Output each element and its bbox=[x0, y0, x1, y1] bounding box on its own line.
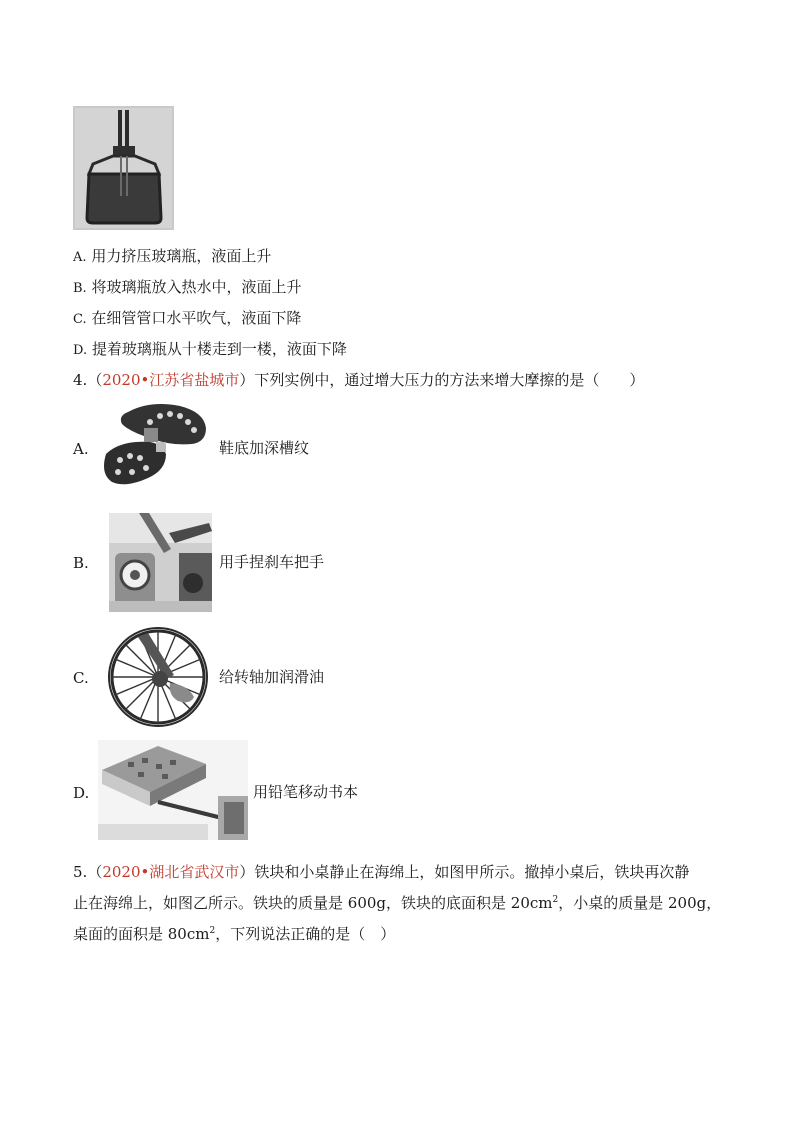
q4-stem: 4.（2020•江苏省盐城市）下列实例中，通过增大压力的方法来增大摩擦的是（ ） bbox=[73, 371, 645, 389]
book-pencil-icon bbox=[98, 740, 248, 840]
q4-option-a-letter[interactable]: A. bbox=[73, 440, 89, 458]
superscript: 2 bbox=[209, 926, 216, 936]
q4-option-b-text: 用手捏刹车把手 bbox=[219, 553, 325, 571]
q4-option-d-letter[interactable]: D. bbox=[73, 784, 90, 802]
q3-option-c[interactable]: C. 在细管管口水平吹气，液面下降 bbox=[73, 309, 302, 327]
bottle-tube-figure bbox=[73, 106, 174, 230]
q3-option-a[interactable]: A. 用力挤压玻璃瓶，液面上升 bbox=[73, 247, 272, 265]
bike-wheel-icon bbox=[108, 627, 208, 727]
q3-option-b[interactable]: B. 将玻璃瓶放入热水中，液面上升 bbox=[73, 278, 302, 296]
q4-option-c-letter[interactable]: C. bbox=[73, 669, 89, 687]
q5-source: 2020•湖北省武汉市 bbox=[102, 863, 240, 881]
q4-option-a-image bbox=[100, 398, 214, 494]
bike-brake-icon bbox=[109, 513, 212, 612]
q4-option-d-image bbox=[98, 740, 248, 840]
shoe-sole-icon bbox=[100, 398, 214, 494]
q4-option-a-text: 鞋底加深槽纹 bbox=[219, 439, 310, 457]
superscript: 2 bbox=[552, 895, 559, 905]
q4-option-b-image bbox=[109, 513, 212, 612]
q5-stem-line3: 桌面的面积是 $80cm^2$，下列说法正确的是（ ） bbox=[73, 925, 396, 943]
q5-stem-line1: 5.（2020•湖北省武汉市）铁块和小桌静止在海绵上，如图甲所示。撤掉小桌后，铁块再次静 bbox=[73, 863, 690, 881]
q4-source: 2020•江苏省盐城市 bbox=[102, 371, 240, 389]
q4-option-b-letter[interactable]: B. bbox=[73, 554, 89, 572]
q4-option-c-image bbox=[108, 627, 208, 727]
q4-option-d-text: 用铅笔移动书本 bbox=[253, 783, 359, 801]
q5-stem-line2: 止在海绵上，如图乙所示。铁块的质量是 600g，铁块的底面积是 $20cm^2$，小桌的质量是 200g， bbox=[73, 894, 722, 912]
q4-option-c-text: 给转轴加润滑油 bbox=[219, 668, 325, 686]
q3-option-d[interactable]: D. 提着玻璃瓶从十楼走到一楼，液面下降 bbox=[73, 340, 347, 358]
bottle-tube-icon bbox=[73, 106, 174, 230]
